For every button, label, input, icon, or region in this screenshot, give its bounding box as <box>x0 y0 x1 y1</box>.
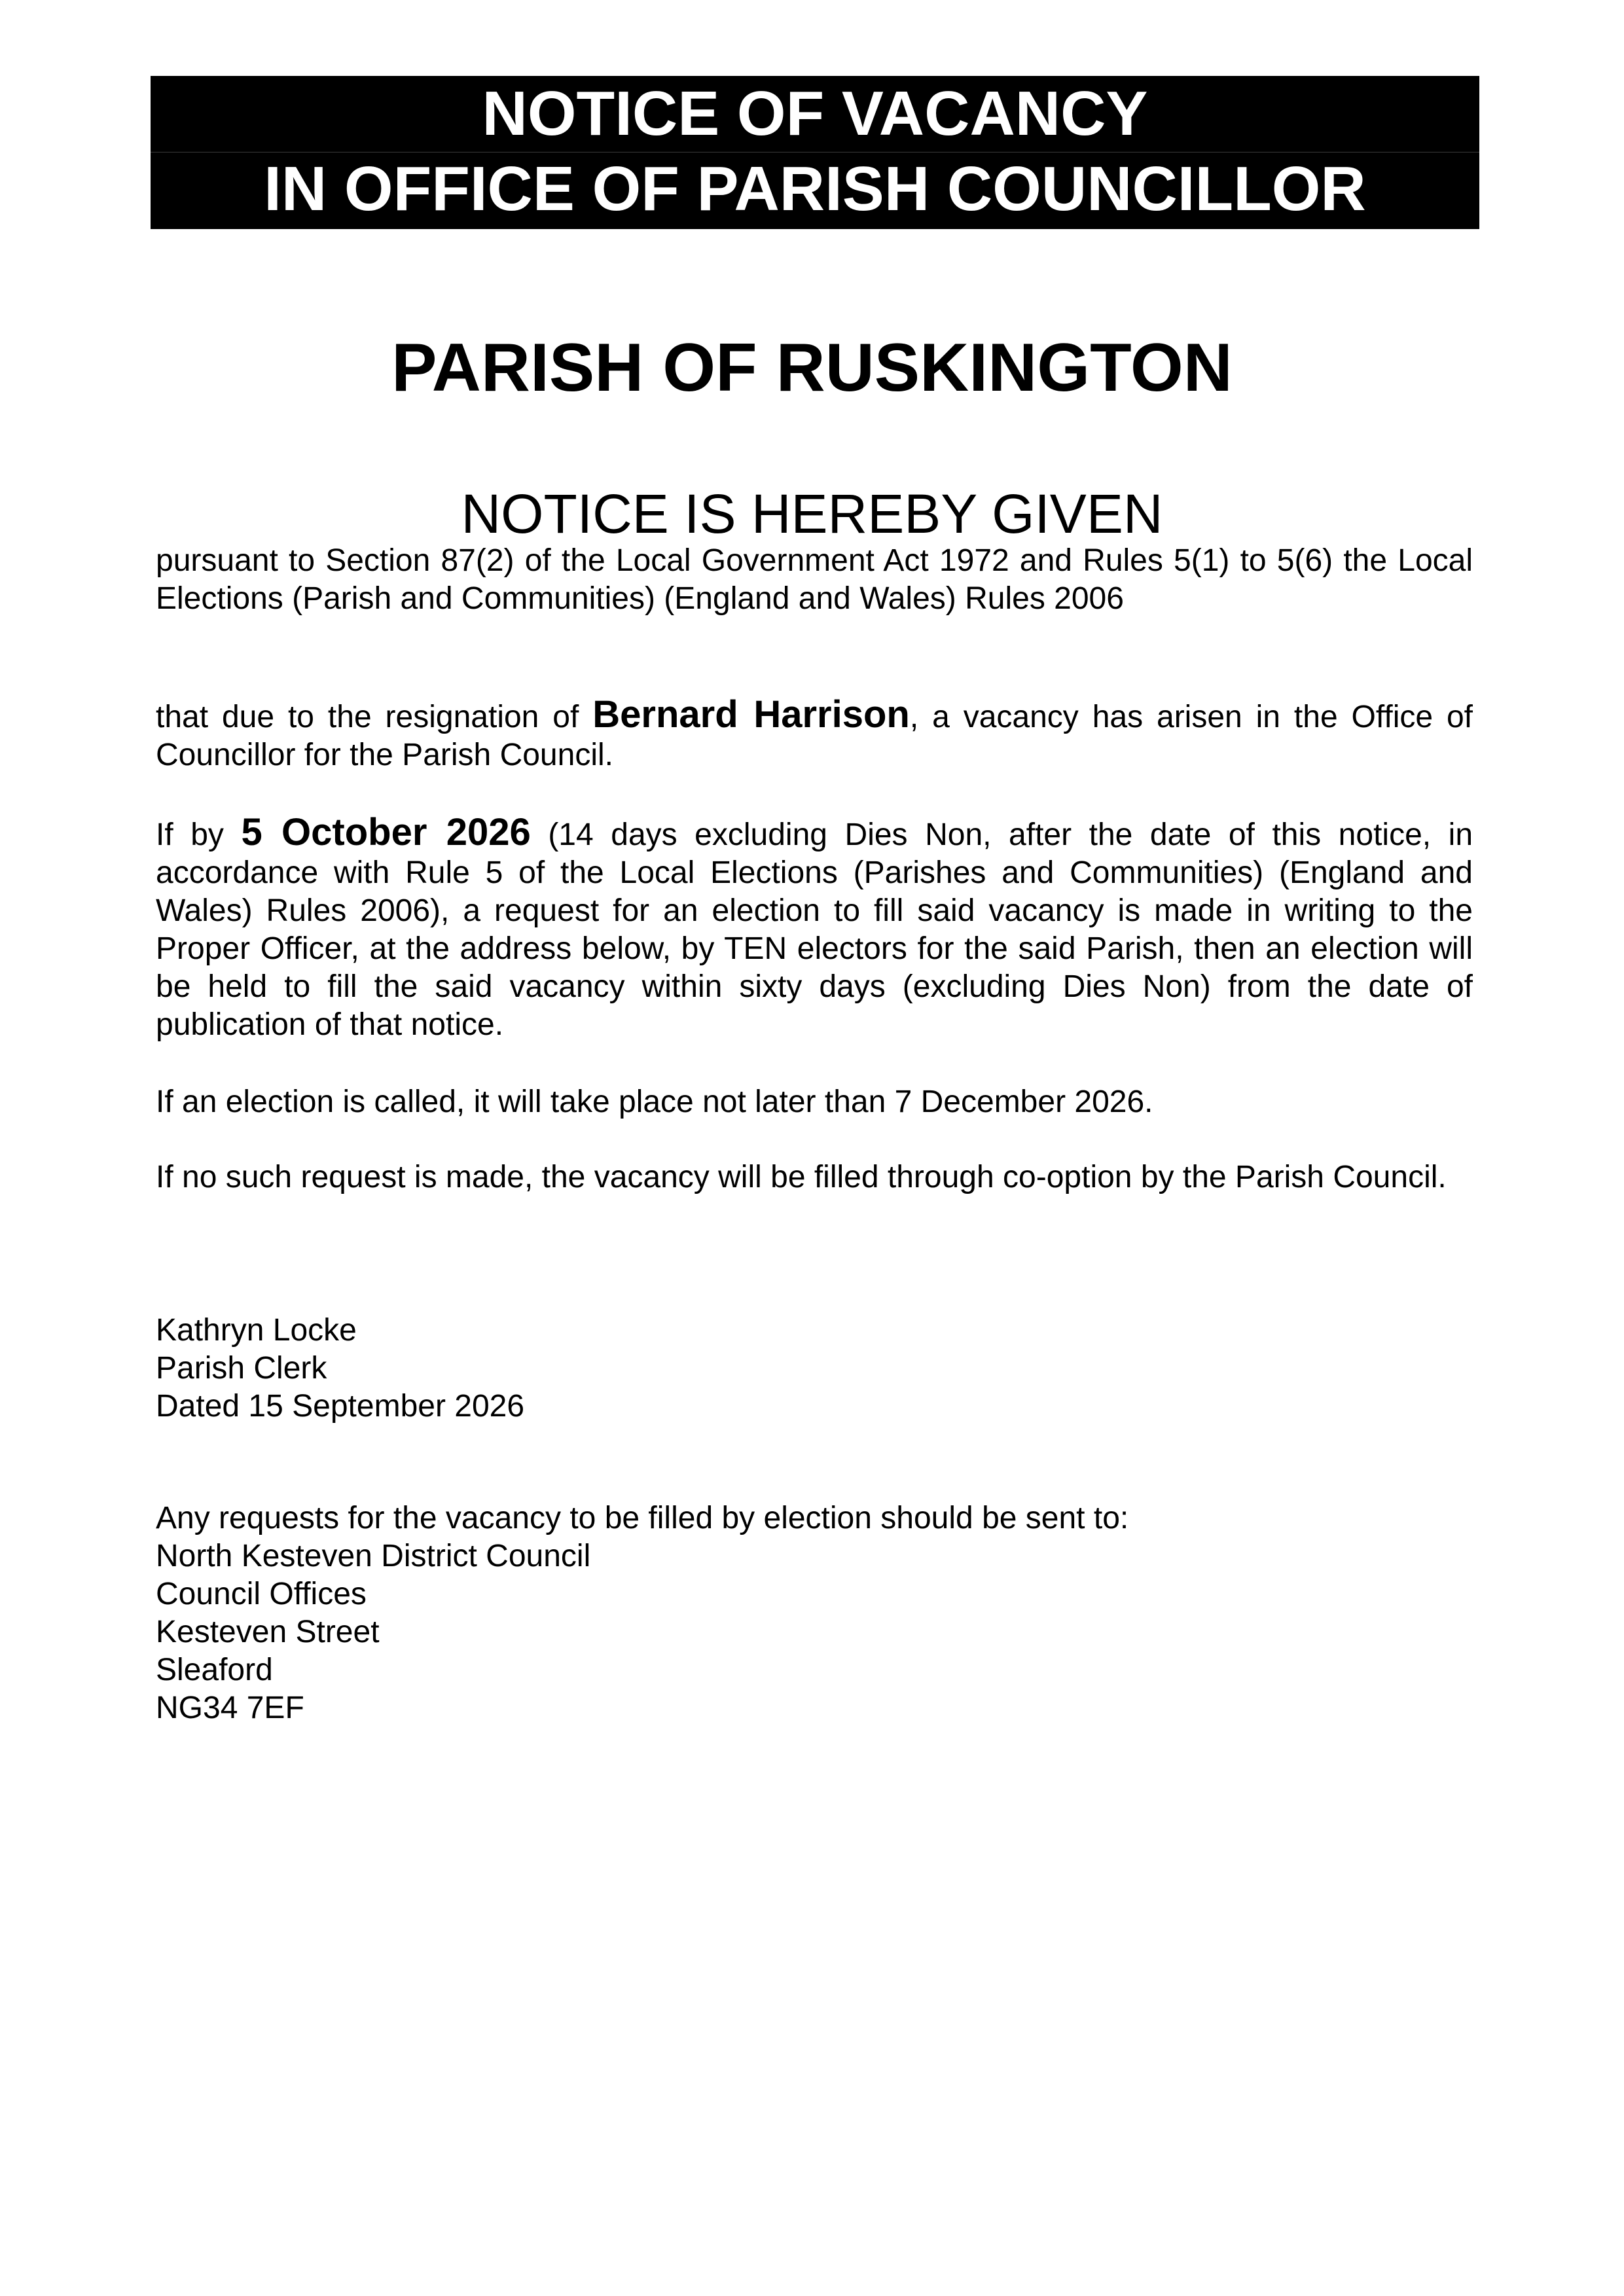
address-postcode: NG34 7EF <box>156 1691 304 1725</box>
address-line: Kesteven Street <box>156 1615 380 1649</box>
address-line: North Kesteven District Council <box>156 1539 591 1573</box>
address-block <box>156 1499 1128 1727</box>
signature-block <box>156 1312 524 1426</box>
banner-line-1: NOTICE OF VACANCY <box>482 79 1148 149</box>
banner-line-2: IN OFFICE OF PARISH COUNCILLOR <box>264 154 1366 224</box>
address-line: Sleaford <box>156 1653 273 1687</box>
request-text-after: (14 days excluding Dies Non, after the date of this notice, in accordance with Rule 5 of the Local Elections (Parishes and Communities) (England and Wales) Rules 2006), a request for an election to fill said vacancy is made in writing to the Proper Officer, at the address below, by TEN electors for the said Parish, then an election will be held to fill the said vacancy within sixty days (excluding Dies Non) from the date of publication of that notice. <box>156 817 1473 1042</box>
resignation-text-before: that due to the resignation of <box>156 700 593 734</box>
clerk-name: Kathryn Locke <box>156 1313 357 1348</box>
parish-title: PARISH OF RUSKINGTON <box>391 330 1233 406</box>
address-line: Council Offices <box>156 1577 367 1611</box>
resigned-councillor-name: Bernard Harrison <box>592 693 910 736</box>
notice-date: Dated 15 September 2026 <box>156 1389 525 1424</box>
request-deadline-date: 5 October 2026 <box>241 811 531 853</box>
request-paragraph <box>156 811 1473 1044</box>
address-intro: Any requests for the vacancy to be filled by election should be sent to: <box>156 1501 1129 1535</box>
resignation-paragraph <box>156 693 1473 774</box>
pursuant-paragraph: pursuant to Section 87(2) of the Local Government Act 1972 and Rules 5(1) to 5(6) the Local Elections (Parish and Communities) (England and Wales) Rules 2006 <box>156 543 1473 616</box>
election-paragraph: If an election is called, it will take place not later than 7 December 2026. <box>156 1085 1153 1119</box>
notice-banner <box>151 76 1479 229</box>
resignation-text-after: , a vacancy has arisen in the Office of Councillor for the Parish Council. <box>156 700 1473 772</box>
notice-heading: NOTICE IS HEREBY GIVEN <box>461 483 1163 545</box>
request-text-before: If by <box>156 817 242 852</box>
clerk-role: Parish Clerk <box>156 1351 327 1386</box>
co-option-paragraph: If no such request is made, the vacancy will be filled through co-option by the Parish Council. <box>156 1160 1447 1194</box>
